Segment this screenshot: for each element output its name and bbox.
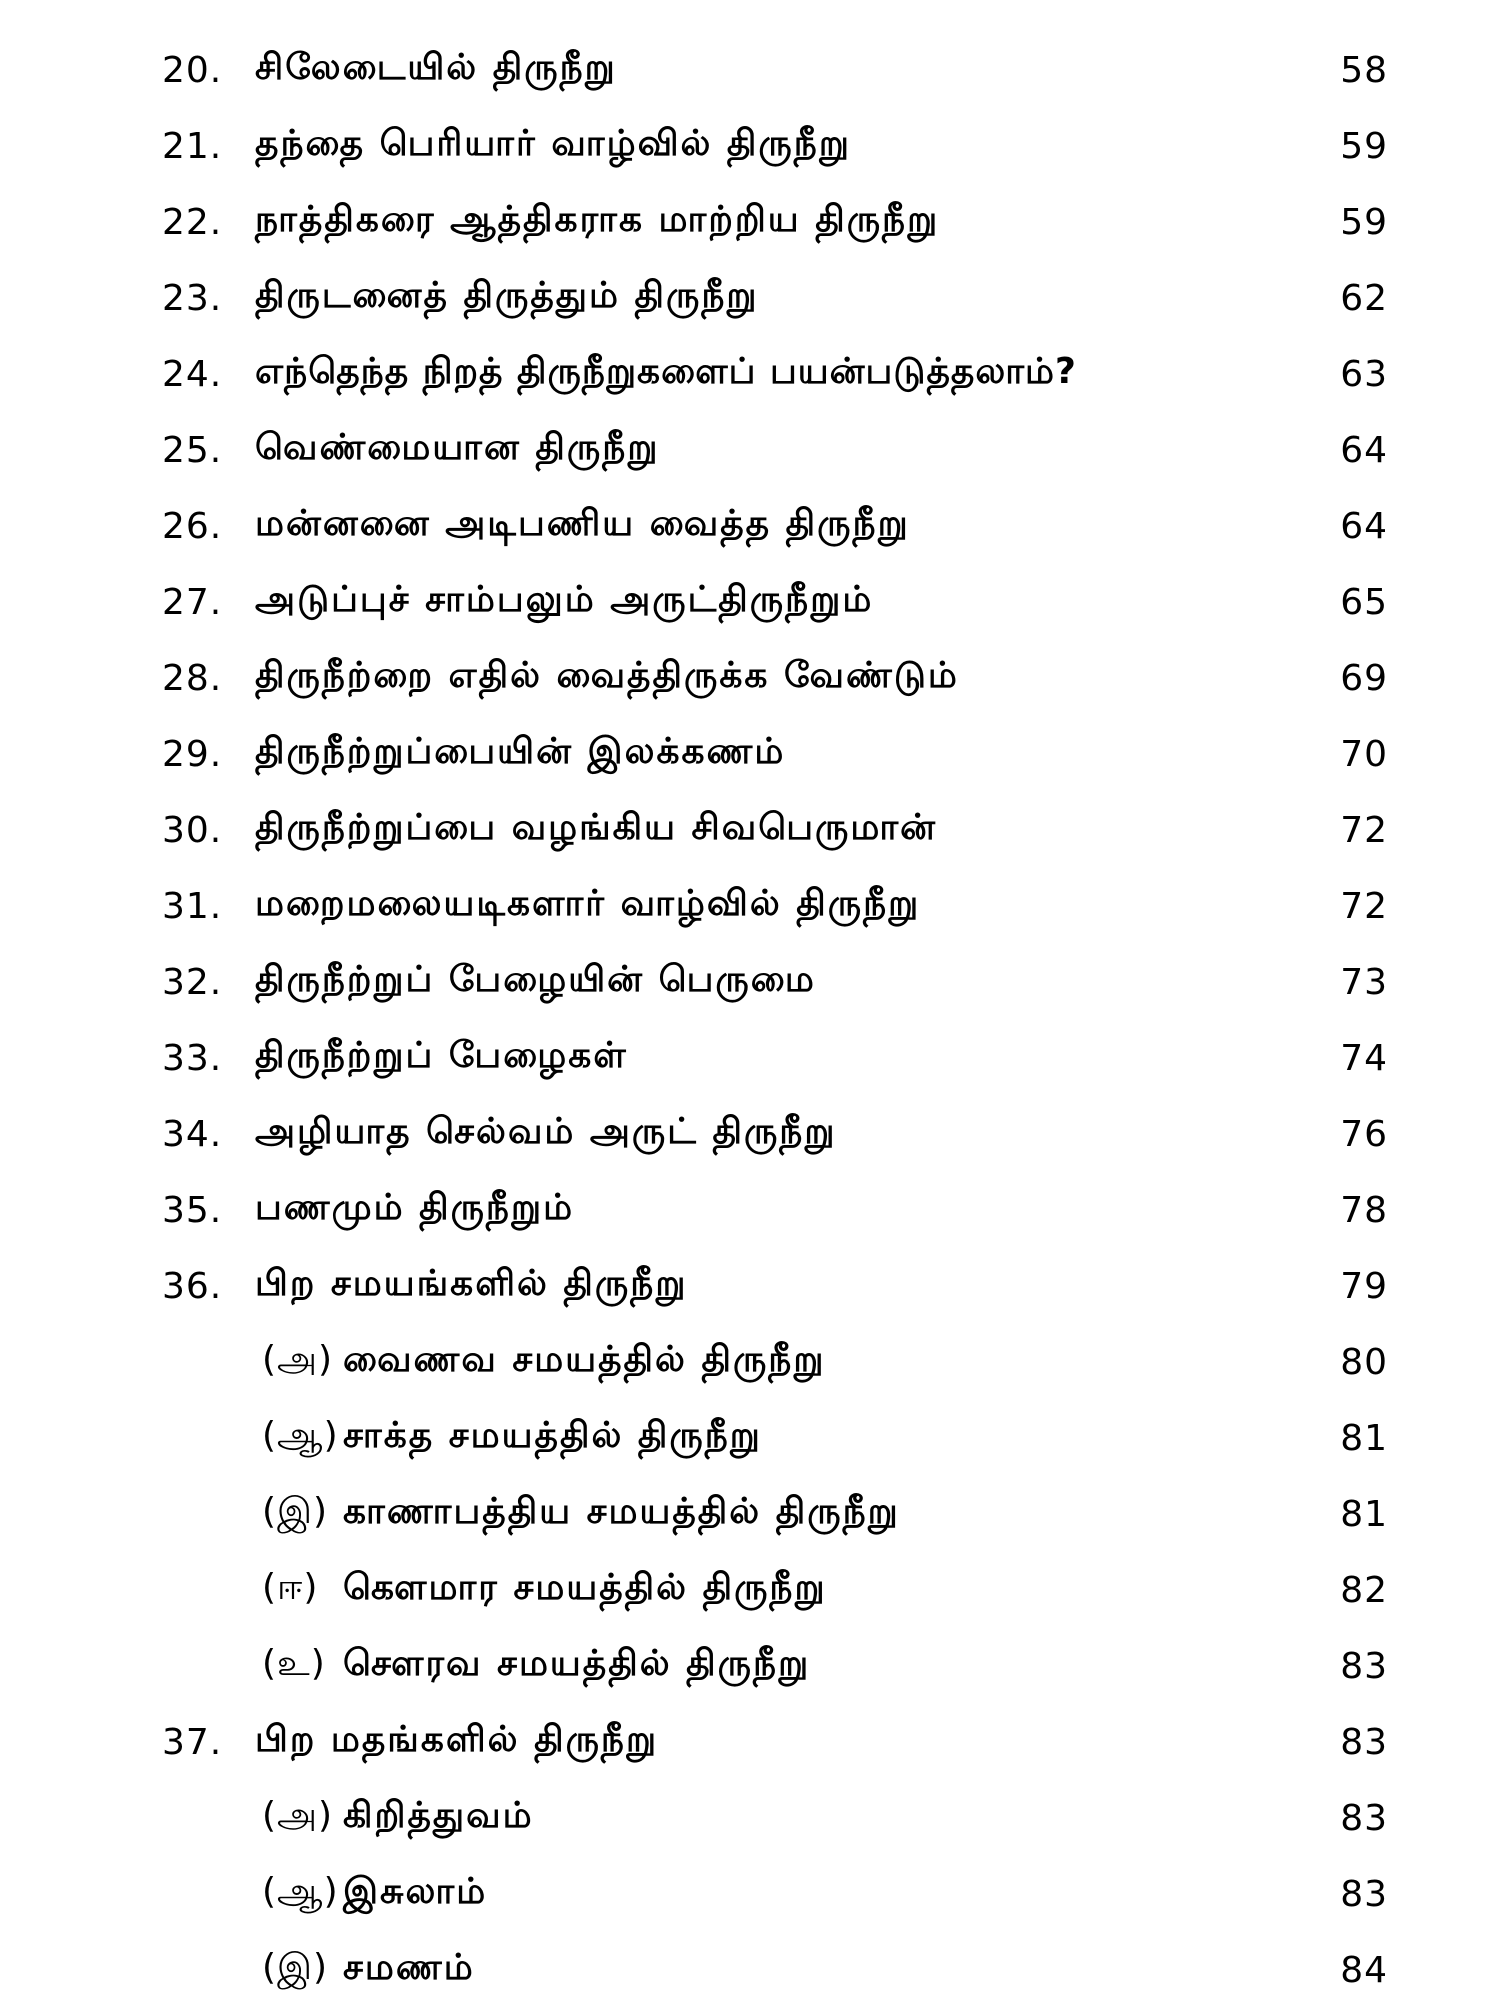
entry-number: 36.	[162, 1265, 223, 1307]
toc-entry	[0, 1248, 1500, 1324]
entry-number: 27.	[162, 581, 223, 623]
entry-page-number: 79	[1340, 1265, 1388, 1307]
entry-number: (அ)	[262, 1339, 334, 1380]
entry-page-number: 58	[1340, 49, 1388, 91]
entry-number: 25.	[162, 429, 223, 471]
entry-title: திருநீற்றுப் பேழையின் பெருமை	[255, 959, 816, 1000]
entry-title: வெண்மையான திருநீறு	[255, 427, 660, 468]
entry-title: திருநீற்றுப்பை வழங்கிய சிவபெருமான்	[255, 807, 938, 848]
entry-title: அடுப்புச் சாம்பலும் அருட்திருநீறும்	[255, 579, 874, 620]
entry-number: 28.	[162, 657, 223, 699]
entry-page-number: 64	[1340, 429, 1388, 471]
entry-number: 37.	[162, 1721, 223, 1763]
entry-title: தந்தை பெரியார் வாழ்வில் திருநீறு	[255, 123, 851, 164]
entry-page-number: 83	[1340, 1873, 1388, 1915]
entry-number: 31.	[162, 885, 223, 927]
toc-entry	[0, 184, 1500, 260]
toc-subentry	[0, 1780, 1500, 1856]
entry-page-number: 69	[1340, 657, 1388, 699]
entry-title: இசுலாம்	[343, 1871, 488, 1912]
toc-subentry	[0, 1552, 1500, 1628]
entry-number: 35.	[162, 1189, 223, 1231]
entry-title: சமணம்	[343, 1947, 475, 1988]
entry-title: சாக்த சமயத்தில் திருநீறு	[343, 1415, 762, 1456]
entry-number: 34.	[162, 1113, 223, 1155]
toc-entry	[0, 412, 1500, 488]
toc-entry	[0, 1704, 1500, 1780]
entry-title: கிறித்துவம்	[343, 1795, 534, 1836]
entry-page-number: 73	[1340, 961, 1388, 1003]
entry-page-number: 59	[1340, 201, 1388, 243]
entry-page-number: 76	[1340, 1113, 1388, 1155]
toc-subentry	[0, 1932, 1500, 2008]
entry-number: 33.	[162, 1037, 223, 1079]
entry-number: (ஆ)	[262, 1871, 339, 1912]
entry-title: சௌரவ சமயத்தில் திருநீறு	[343, 1643, 811, 1684]
entry-title: மன்னனை அடிபணிய வைத்த திருநீறு	[255, 503, 910, 544]
toc-entry	[0, 32, 1500, 108]
entry-page-number: 63	[1340, 353, 1388, 395]
entry-number: 20.	[162, 49, 223, 91]
entry-title: திருநீற்றுப்பையின் இலக்கணம்	[255, 731, 786, 772]
toc-entry	[0, 1020, 1500, 1096]
entry-title: எந்தெந்த நிறத் திருநீறுகளைப் பயன்படுத்தலாம்?	[255, 351, 1077, 392]
toc-subentry	[0, 1400, 1500, 1476]
toc-entry	[0, 260, 1500, 336]
entry-number: 24.	[162, 353, 223, 395]
entry-number: 26.	[162, 505, 223, 547]
entry-number: (ஆ)	[262, 1415, 339, 1456]
entry-page-number: 81	[1340, 1417, 1388, 1459]
entry-page-number: 78	[1340, 1189, 1388, 1231]
toc-subentry	[0, 1628, 1500, 1704]
toc-entry	[0, 1096, 1500, 1172]
entry-number: 22.	[162, 201, 223, 243]
toc-entry	[0, 716, 1500, 792]
entry-number: 23.	[162, 277, 223, 319]
entry-title: நாத்திகரை ஆத்திகராக மாற்றிய திருநீறு	[255, 199, 940, 240]
entry-title: மறைமலையடிகளார் வாழ்வில் திருநீறு	[255, 883, 921, 924]
entry-title: காணாபத்திய சமயத்தில் திருநீறு	[343, 1491, 900, 1532]
toc-entry	[0, 944, 1500, 1020]
entry-page-number: 62	[1340, 277, 1388, 319]
entry-title: திருடனைத் திருத்தும் திருநீறு	[255, 275, 759, 316]
toc-entry	[0, 640, 1500, 716]
entry-page-number: 72	[1340, 809, 1388, 851]
entry-page-number: 83	[1340, 1645, 1388, 1687]
entry-page-number: 70	[1340, 733, 1388, 775]
entry-title: வைணவ சமயத்தில் திருநீறு	[343, 1339, 826, 1380]
entry-number: (உ)	[262, 1643, 326, 1684]
entry-page-number: 82	[1340, 1569, 1388, 1611]
entry-page-number: 83	[1340, 1797, 1388, 1839]
entry-number: (இ)	[262, 1947, 329, 1988]
entry-page-number: 84	[1340, 1949, 1388, 1991]
entry-page-number: 81	[1340, 1493, 1388, 1535]
entry-number: (இ)	[262, 1491, 329, 1532]
entry-title: திருநீற்றை எதில் வைத்திருக்க வேண்டும்	[255, 655, 959, 696]
entry-title: சிலேடையில் திருநீறு	[255, 47, 617, 88]
toc-subentry	[0, 1324, 1500, 1400]
entry-page-number: 65	[1340, 581, 1388, 623]
entry-title: பிற மதங்களில் திருநீறு	[255, 1719, 659, 1760]
entry-title: பணமும் திருநீறும்	[255, 1187, 575, 1228]
table-of-contents	[0, 32, 1500, 2008]
entry-number: (அ)	[262, 1795, 334, 1836]
toc-entry	[0, 868, 1500, 944]
toc-entry	[0, 792, 1500, 868]
entry-page-number: 64	[1340, 505, 1388, 547]
entry-number: 32.	[162, 961, 223, 1003]
toc-entry	[0, 108, 1500, 184]
toc-entry	[0, 336, 1500, 412]
toc-subentry	[0, 1476, 1500, 1552]
toc-entry	[0, 564, 1500, 640]
entry-title: திருநீற்றுப் பேழைகள்	[255, 1035, 628, 1076]
entry-page-number: 83	[1340, 1721, 1388, 1763]
toc-entry	[0, 1172, 1500, 1248]
entry-number: 21.	[162, 125, 223, 167]
entry-number: (ஈ)	[262, 1567, 319, 1608]
entry-page-number: 59	[1340, 125, 1388, 167]
entry-title: அழியாத செல்வம் அருட் திருநீறு	[255, 1111, 837, 1152]
entry-page-number: 80	[1340, 1341, 1388, 1383]
entry-title: கௌமார சமயத்தில் திருநீறு	[343, 1567, 827, 1608]
entry-title: பிற சமயங்களில் திருநீறு	[255, 1263, 688, 1304]
entry-page-number: 72	[1340, 885, 1388, 927]
entry-number: 29.	[162, 733, 223, 775]
entry-page-number: 74	[1340, 1037, 1388, 1079]
toc-entry	[0, 488, 1500, 564]
entry-number: 30.	[162, 809, 223, 851]
toc-subentry	[0, 1856, 1500, 1932]
